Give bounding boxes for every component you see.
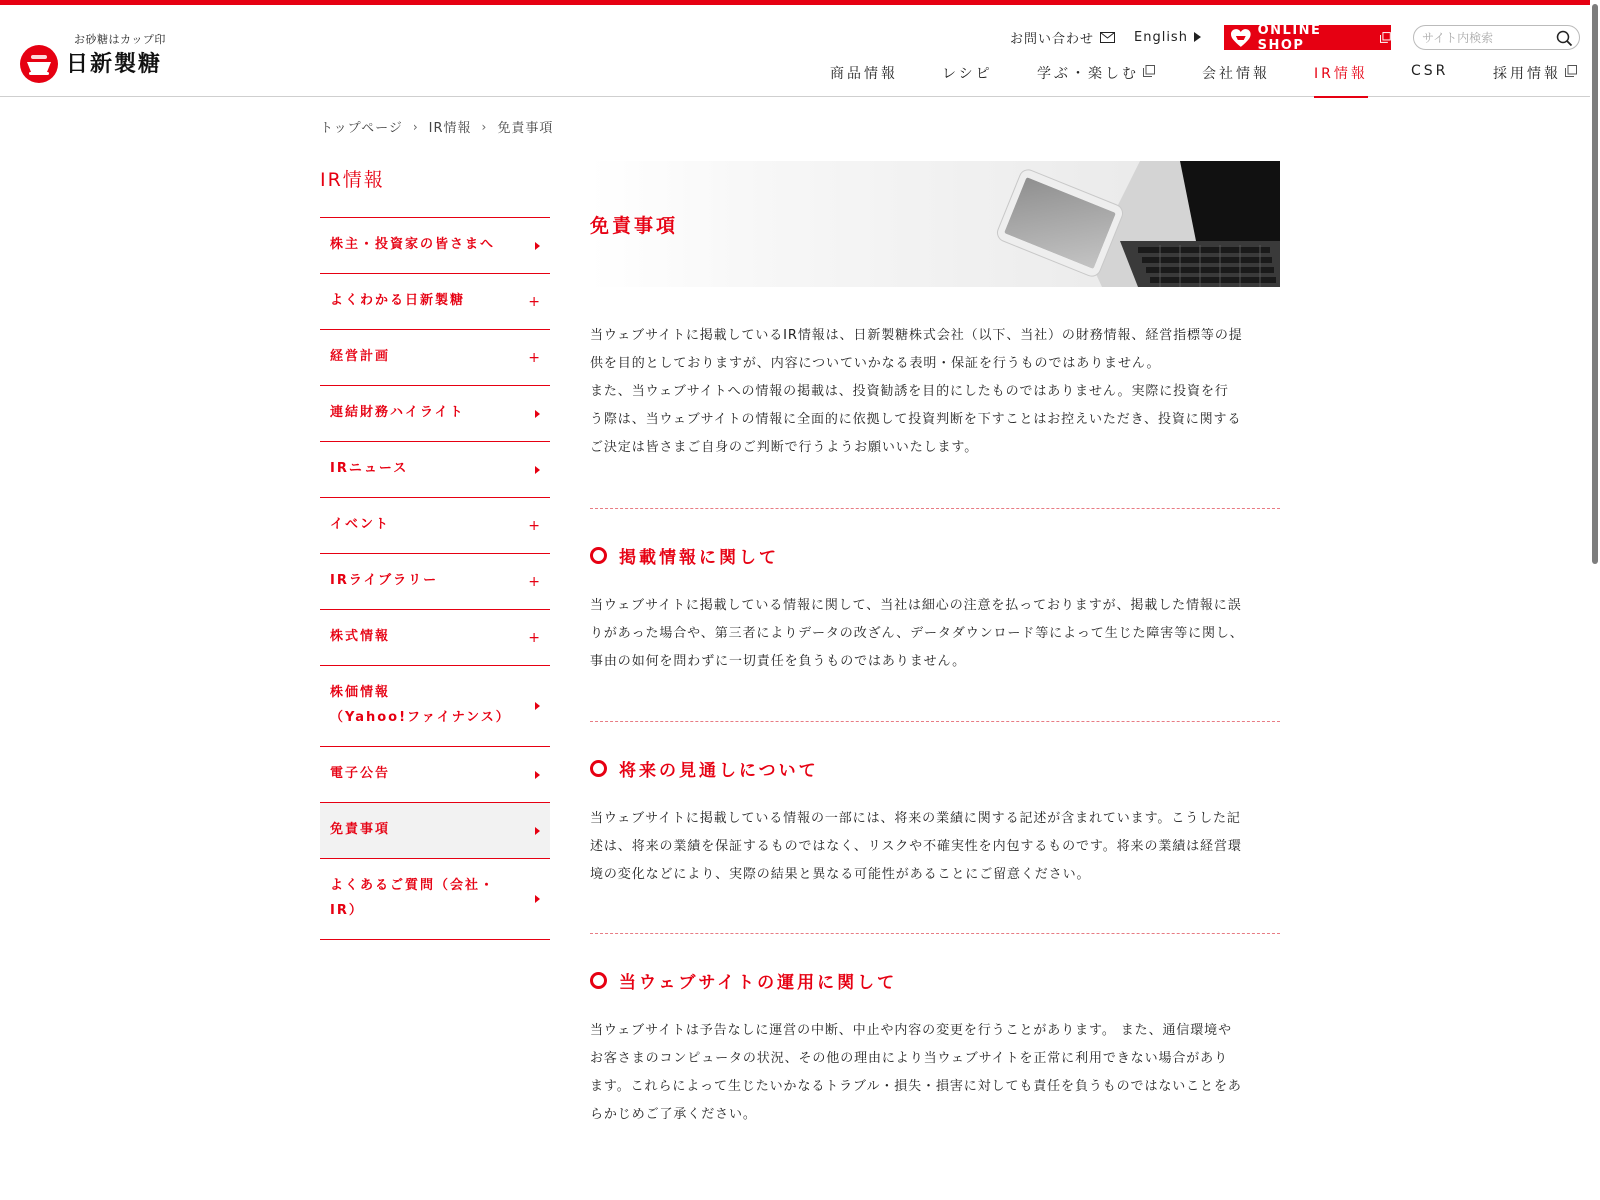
sidebar-item-label: 株価情報 （Yahoo!ファイナンス） — [330, 685, 511, 725]
gnav-ir-label: IR情報 — [1314, 66, 1368, 82]
gnav-csr-label: CSR — [1411, 63, 1449, 79]
sidebar-item-ir-news[interactable] — [320, 442, 550, 498]
online-shop-label: ONLINE SHOP — [1257, 22, 1322, 53]
text-line: ます。これらによって生じたいかなるトラブル・損失・損害に対しても責任を負うものではないことをあ — [590, 1079, 1242, 1094]
sidebar-item-faq[interactable] — [320, 859, 550, 940]
site-header — [0, 5, 1600, 97]
page-hero — [590, 161, 1280, 287]
sidebar-item-label: 株式情報 — [330, 629, 391, 645]
gnav-company-label: 会社情報 — [1202, 66, 1270, 82]
text-line: う際は、当ウェブサイトの情報に全面的に依拠して投資判断を下すことはお控えいただき、投資に関する — [590, 412, 1242, 427]
sidebar-item-label: 免責事項 — [330, 822, 391, 838]
play-arrow-icon — [1194, 32, 1201, 42]
gnav-learn-label: 学ぶ・楽しむ — [1037, 66, 1139, 82]
text-line: お客さまのコンピュータの状況、その他の理由により当ウェブサイトを正常に利用できない場合があり — [590, 1051, 1228, 1066]
logo-wordmark: 日新製糖 — [66, 52, 163, 77]
sidebar-item-label: IRライブラリー — [330, 573, 439, 589]
global-nav — [0, 57, 1600, 97]
mail-icon — [1100, 32, 1115, 43]
section-text-forward-looking — [590, 805, 1280, 889]
text-line: 当ウェブサイトに掲載している情報に関して、当社は細心の注意を払っておりますが、掲載した情報に誤 — [590, 598, 1242, 613]
breadcrumb — [320, 117, 553, 136]
section-heading-label: 将来の見通しについて — [619, 761, 819, 781]
sidebar-item-label: よくあるご質問（会社・ IR） — [330, 878, 496, 918]
search-input[interactable] — [1422, 31, 1552, 45]
section-divider — [590, 508, 1280, 509]
section-divider — [590, 933, 1280, 934]
section-text-posted-info — [590, 592, 1280, 676]
heart-cup-icon — [1230, 28, 1252, 48]
sidebar-item-financial-highlights[interactable] — [320, 386, 550, 442]
sidebar-item-e-notice[interactable] — [320, 747, 550, 803]
devices-photo — [590, 161, 1280, 287]
english-label: English — [1134, 29, 1188, 45]
text-line: また、当ウェブサイトへの情報の掲載は、投資勧誘を目的にしたものではありません。実際に投資を行 — [590, 384, 1229, 399]
page-title: 免責事項 — [590, 215, 679, 237]
caret-right-icon — [535, 410, 540, 418]
sidebar-item-label: IRニュース — [330, 461, 409, 477]
section-divider — [590, 721, 1280, 722]
search-icon[interactable] — [1556, 30, 1573, 47]
sidebar-item-label: よくわかる日新製糖 — [330, 293, 466, 309]
gnav-products-label: 商品情報 — [830, 66, 898, 82]
caret-right-icon — [535, 895, 540, 903]
sidebar-item-label: 連結財務ハイライト — [330, 405, 465, 421]
gnav-ir[interactable] — [1314, 57, 1368, 97]
sidebar-item-label: イベント — [330, 517, 391, 533]
external-window-icon — [1380, 32, 1391, 43]
gnav-recruit[interactable] — [1493, 57, 1577, 97]
text-line: 供を目的としておりますが、内容についていかなる表明・保証を行うものではありません。 — [590, 356, 1161, 371]
contact-label: お問い合わせ — [1010, 31, 1095, 47]
sidebar-item-events[interactable] — [320, 498, 550, 554]
ring-bullet-icon — [590, 760, 607, 777]
gnav-learn[interactable] — [1037, 57, 1155, 97]
section-heading-site-operation — [590, 968, 897, 993]
scrollbar-thumb[interactable] — [1592, 4, 1598, 564]
plus-expand-icon: + — [528, 573, 542, 590]
breadcrumb-separator-icon: › — [412, 119, 419, 134]
text-line: 当ウェブサイトは予告なしに運営の中断、中止や内容の変更を行うことがあります。 また、通信環境や — [590, 1023, 1232, 1038]
plus-expand-icon: + — [528, 293, 542, 310]
breadcrumb-top[interactable]: トップページ — [320, 121, 403, 136]
sidebar-item-label: 経営計画 — [330, 349, 391, 365]
gnav-recipe[interactable] — [942, 57, 993, 97]
external-window-icon — [1143, 65, 1155, 77]
breadcrumb-current: 免責事項 — [497, 121, 554, 136]
sidebar-item-stock-price[interactable] — [320, 666, 550, 747]
contact-link[interactable] — [1010, 23, 1115, 51]
ring-bullet-icon — [590, 547, 607, 564]
logo-tagline: お砂糖はカップ印 — [74, 33, 166, 46]
intro-text — [590, 322, 1280, 462]
breadcrumb-separator-icon: › — [481, 119, 488, 134]
text-line: りがあった場合や、第三者によりデータの改ざん、データダウンロード等によって生じた障害等に関し、 — [590, 626, 1244, 641]
external-window-icon — [1565, 65, 1577, 77]
section-heading-forward-looking — [590, 756, 819, 781]
section-text-site-operation — [590, 1017, 1280, 1129]
caret-right-icon — [535, 242, 540, 250]
caret-right-icon — [535, 702, 540, 710]
text-line: 境の変化などにより、実際の結果と異なる可能性があることにご留意ください。 — [590, 867, 1091, 882]
breadcrumb-ir[interactable]: IR情報 — [428, 121, 472, 136]
sidebar-item-label: 電子公告 — [330, 766, 391, 782]
sidebar-item-about-nissin[interactable] — [320, 274, 550, 330]
gnav-products[interactable] — [830, 57, 898, 97]
sidebar-title: IR情報 — [320, 169, 385, 191]
section-heading-label: 掲載情報に関して — [619, 548, 779, 568]
caret-right-icon — [535, 771, 540, 779]
text-line: 当ウェブサイトに掲載している情報の一部には、将来の業績に関する記述が含まれています。こうした記 — [590, 811, 1241, 826]
text-line: 当ウェブサイトに掲載しているIR情報は、日新製糖株式会社（以下、当社）の財務情報、経営指標等の提 — [590, 328, 1243, 343]
caret-right-icon — [535, 466, 540, 474]
section-heading-posted-info — [590, 543, 779, 568]
gnav-recruit-label: 採用情報 — [1493, 66, 1561, 82]
text-line: 述は、将来の業績を保証するものではなく、リスクや不確実性を内包するものです。将来の業績は経営環 — [590, 839, 1242, 854]
gnav-recipe-label: レシピ — [942, 66, 993, 82]
section-heading-label: 当ウェブサイトの運用に関して — [619, 973, 898, 993]
text-line: らかじめご了承ください。 — [590, 1107, 757, 1122]
sidebar-item-disclaimer[interactable] — [320, 803, 550, 859]
gnav-company[interactable] — [1202, 57, 1270, 97]
sidebar-item-ir-library[interactable] — [320, 554, 550, 610]
text-line: ご決定は皆さまご自身のご判断で行うようお願いいたします。 — [590, 440, 979, 455]
caret-right-icon — [535, 827, 540, 835]
gnav-csr[interactable] — [1411, 57, 1448, 97]
site-search — [1413, 25, 1580, 50]
plus-expand-icon: + — [528, 629, 542, 646]
sidebar-item-shareholders[interactable] — [320, 218, 550, 274]
sidebar-menu — [320, 217, 550, 940]
sidebar-item-stock-info[interactable] — [320, 610, 550, 666]
sidebar-item-label: 株主・投資家の皆さまへ — [330, 237, 496, 253]
english-link[interactable] — [1134, 23, 1201, 51]
ring-bullet-icon — [590, 972, 607, 989]
plus-expand-icon: + — [528, 349, 542, 366]
sidebar-item-management-plan[interactable] — [320, 330, 550, 386]
text-line: 事由の如何を問わずに一切責任を負うものではありません。 — [590, 654, 967, 669]
online-shop-button[interactable] — [1224, 22, 1391, 53]
plus-expand-icon: + — [528, 517, 542, 534]
